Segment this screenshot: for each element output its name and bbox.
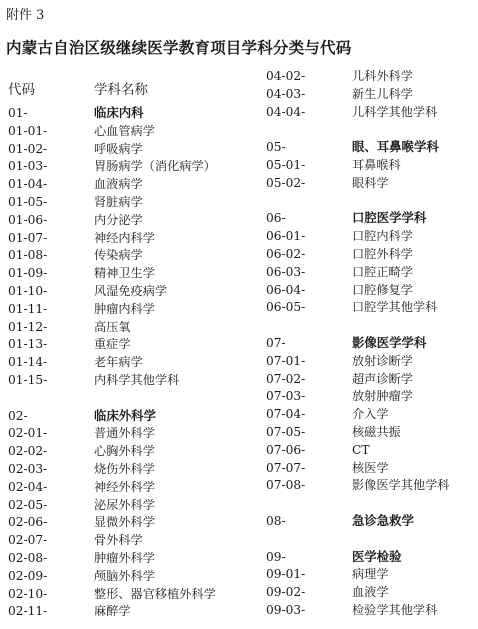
subject-code: 04-04-: [266, 104, 306, 119]
subject-name: 放射肿瘤学: [352, 389, 413, 404]
annex-label: 附件 3: [6, 8, 45, 23]
subject-code: 09-02-: [266, 585, 306, 600]
subject-name: 介入学: [352, 407, 389, 422]
category-row: [266, 548, 476, 566]
subject-code: 07-07-: [266, 460, 306, 475]
subject-code: 09-: [266, 549, 286, 564]
subject-row: [8, 157, 218, 175]
subject-code: 05-01-: [266, 158, 306, 172]
subject-code: 02-03-: [8, 462, 48, 476]
subject-name: 神经内科学: [94, 230, 155, 245]
subject-row: [266, 387, 476, 405]
subject-code: 01-02-: [8, 141, 48, 156]
subject-code: 02-11-: [8, 604, 48, 619]
subject-name: 口腔正畸学: [352, 264, 413, 279]
subject-name: 肾脏病学: [94, 195, 143, 209]
subject-code: 07-03-: [266, 389, 306, 404]
subject-name: 高压氧: [94, 319, 131, 334]
subject-name: 临床内科: [94, 105, 144, 120]
subject-code: 01-09-: [8, 266, 48, 281]
subject-name: 呼吸病学: [94, 141, 143, 156]
subject-row: [8, 478, 218, 496]
category-row: [266, 512, 476, 530]
subject-code: 04-03-: [266, 86, 306, 101]
subject-code: 06-: [266, 211, 286, 226]
subject-row: [266, 174, 476, 192]
subject-code: 06-04-: [266, 282, 306, 297]
subject-name: 传染病学: [94, 248, 143, 263]
category-row: [266, 138, 476, 156]
subject-name: 胃肠病学（消化病学）: [94, 159, 216, 174]
subject-row: [8, 585, 218, 603]
subject-name: 临床外科学: [94, 407, 156, 423]
subject-code: 07-05-: [266, 425, 306, 439]
category-row: [266, 209, 476, 227]
subject-name: 影像医学学科: [352, 335, 427, 350]
subject-code: 05-: [266, 140, 286, 155]
subject-name: 心血管病学: [94, 123, 155, 138]
subject-row: [8, 300, 218, 318]
subject-name: CT: [352, 442, 370, 457]
subject-name: 肿瘤外科学: [94, 551, 155, 565]
subject-name: 核医学: [352, 460, 389, 475]
subject-code: 01-07-: [8, 230, 48, 245]
subject-name: 口腔学其他学科: [352, 300, 438, 315]
header-name: 学科名称: [94, 82, 148, 98]
subject-code: 02-07-: [8, 533, 48, 548]
subject-code: 06-05-: [266, 300, 306, 315]
subject-name: 老年病学: [94, 355, 143, 370]
subject-name: 口腔外科学: [352, 247, 413, 261]
subject-name: 烧伤外科学: [94, 462, 155, 476]
subject-row: [8, 318, 218, 336]
subject-code: 02-01-: [8, 426, 48, 441]
subject-code: 02-10-: [8, 586, 48, 601]
subject-row: [8, 567, 218, 585]
subject-row: [266, 601, 476, 619]
subject-name: 口腔内科学: [352, 229, 413, 244]
subject-row: [266, 423, 476, 441]
subject-code: 07-04-: [266, 407, 306, 422]
subject-code: 08-: [266, 514, 286, 528]
subject-row: [8, 229, 218, 247]
subject-name: 儿科外科学: [352, 69, 413, 83]
category-row: [266, 334, 476, 352]
subject-name: 检验学其他学科: [352, 603, 438, 617]
subject-row: [266, 156, 476, 174]
subject-name: 耳鼻喉科: [352, 158, 401, 172]
subject-code: 04-02-: [266, 69, 306, 83]
subject-row: [266, 370, 476, 388]
subject-code: 01-10-: [8, 284, 48, 298]
subject-code: 01-03-: [8, 159, 48, 174]
subject-code: 05-02-: [266, 175, 306, 190]
subject-name: 新生儿科学: [352, 86, 413, 101]
subject-code: 02-: [8, 408, 28, 423]
subject-row: [8, 371, 218, 389]
subject-name: 神经外科学: [94, 479, 155, 494]
subject-code: 06-03-: [266, 264, 306, 279]
subject-row: [8, 513, 218, 531]
header-code: 代码: [8, 82, 35, 98]
subject-name: 内科学其他学科: [94, 373, 180, 387]
subject-name: 核磁共振: [352, 425, 401, 439]
subject-name: 显微外科学: [94, 515, 155, 530]
subject-name: 病理学: [352, 567, 389, 582]
subject-code: 06-01-: [266, 229, 306, 244]
subject-row: [8, 335, 218, 353]
subject-row: [8, 122, 218, 140]
subject-row: [8, 549, 218, 567]
subject-row: [8, 140, 218, 158]
subject-row: [266, 103, 476, 121]
subject-code: 02-05-: [8, 497, 48, 512]
subject-row: [8, 175, 218, 193]
subject-row: [266, 85, 476, 103]
subject-name: 颅脑外科学: [94, 568, 155, 583]
subject-code: 07-06-: [266, 442, 306, 457]
subject-code: 06-02-: [266, 247, 306, 261]
subject-name: 泌尿外科学: [94, 497, 155, 512]
subject-name: 超声诊断学: [352, 371, 413, 386]
subject-row: [8, 531, 218, 549]
subject-code: 01-15-: [8, 373, 48, 387]
subject-row: [8, 211, 218, 229]
subject-row: [266, 405, 476, 423]
subject-name: 眼科学: [352, 175, 389, 190]
subject-row: [8, 264, 218, 282]
subject-name: 精神卫生学: [94, 266, 155, 281]
subject-code: 02-08-: [8, 551, 48, 565]
category-row: [8, 407, 218, 425]
subject-name: 麻醉学: [94, 604, 131, 619]
subject-row: [266, 245, 476, 263]
subject-row: [8, 602, 218, 620]
subject-code: 07-08-: [266, 478, 306, 493]
subject-row: [266, 583, 476, 601]
subject-code: 01-04-: [8, 177, 48, 192]
subject-name: 眼、耳鼻喉学科: [352, 139, 439, 155]
subject-name: 肿瘤内科学: [94, 301, 155, 316]
subject-name: 血液病学: [94, 177, 143, 192]
subject-code: 07-: [266, 336, 286, 350]
subject-name: 普通外科学: [94, 426, 155, 441]
subject-row: [8, 282, 218, 300]
subject-row: [8, 442, 218, 460]
subject-code: 01-12-: [8, 319, 48, 334]
subject-row: [266, 263, 476, 281]
subject-name: 儿科学其他学科: [352, 104, 438, 119]
subject-row: [266, 459, 476, 477]
subject-name: 骨外科学: [94, 533, 143, 548]
subject-code: 01-08-: [8, 248, 48, 263]
subject-row: [8, 353, 218, 371]
subject-code: 02-06-: [8, 515, 48, 530]
subject-code: 02-09-: [8, 568, 48, 583]
subject-name: 影像医学其他学科: [352, 478, 450, 493]
subject-row: [8, 424, 218, 442]
subject-name: 整形、器官移植外科学: [94, 586, 216, 601]
subject-code: 07-02-: [266, 371, 306, 386]
subject-row: [266, 67, 476, 85]
subject-code: 01-11-: [8, 301, 48, 316]
subject-name: 心胸外科学: [94, 444, 155, 459]
subject-row: [266, 441, 476, 459]
subject-name: 血液学: [352, 585, 389, 600]
subject-row: [266, 352, 476, 370]
subject-code: 01-: [8, 106, 28, 120]
subject-code: 09-03-: [266, 603, 306, 617]
subject-code: 01-06-: [8, 212, 48, 227]
subject-name: 风湿免疫病学: [94, 284, 168, 298]
subject-name: 急诊急救学: [352, 513, 414, 528]
subject-name: 重症学: [94, 337, 131, 352]
subject-row: [8, 496, 218, 514]
subject-code: 01-13-: [8, 337, 48, 352]
subject-code: 01-05-: [8, 195, 48, 209]
subject-code: 01-01-: [8, 123, 48, 138]
subject-code: 01-14-: [8, 355, 48, 370]
subject-name: 放射诊断学: [352, 353, 413, 368]
subject-name: 内分泌学: [94, 212, 143, 227]
subject-row: [8, 460, 218, 478]
subject-row: [266, 298, 476, 316]
subject-code: 02-04-: [8, 479, 48, 494]
subject-row: [266, 565, 476, 583]
subject-code: 02-02-: [8, 444, 48, 459]
subject-row: [266, 281, 476, 299]
subject-code: 09-01-: [266, 567, 306, 582]
page-title: 内蒙古自治区级继续医学教育项目学科分类与代码: [6, 39, 352, 57]
subject-row: [266, 227, 476, 245]
subject-row: [266, 476, 476, 494]
subject-name: 医学检验: [352, 548, 402, 564]
subject-row: [8, 193, 218, 211]
subject-name: 口腔医学学科: [352, 210, 427, 226]
subject-code: 07-01-: [266, 353, 306, 368]
subject-row: [8, 246, 218, 264]
category-row: [8, 104, 218, 122]
subject-name: 口腔修复学: [352, 282, 413, 297]
